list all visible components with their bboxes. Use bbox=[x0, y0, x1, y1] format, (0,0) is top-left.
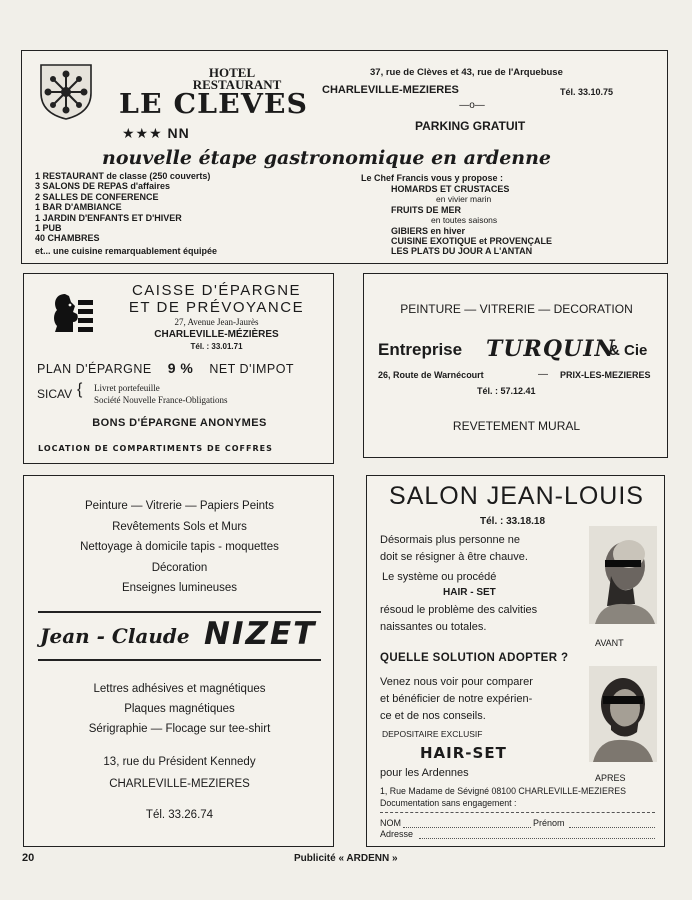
plan-rate: 9 % bbox=[167, 360, 194, 376]
caisse-title1: CAISSE D'ÉPARGNE bbox=[131, 282, 302, 299]
nizet-line: Enseignes lumineuses bbox=[121, 582, 238, 594]
nizet-name-script: Jean - Claude bbox=[40, 624, 190, 648]
restaurant-label: RESTAURANT bbox=[192, 77, 282, 92]
menu-line: FRUITS DE MER bbox=[391, 204, 462, 215]
salon-line: et bénéficier de notre expérien- bbox=[380, 693, 533, 705]
hotel-name: LE CLEVES bbox=[119, 89, 309, 120]
feature-line: 3 SALONS DE REPAS d'affaires bbox=[35, 181, 171, 192]
plan-epargne bbox=[37, 360, 294, 376]
coupon-nom-label: NOM bbox=[380, 818, 401, 828]
coupon-prenom-label: Prénom bbox=[533, 818, 565, 828]
menu-line: GIBIERS en hiver bbox=[391, 225, 466, 236]
nizet-address: 13, rue du Président Kennedy bbox=[103, 756, 256, 768]
salon-brand: HAIR-SET bbox=[420, 744, 507, 762]
menu-line: en vivier marin bbox=[436, 194, 492, 205]
caisse-tel: Tél. : 33.01.71 bbox=[190, 342, 243, 351]
after-photo bbox=[589, 666, 657, 762]
hotel-parking: PARKING GRATUIT bbox=[415, 119, 526, 133]
nizet-line: Revêtements Sols et Murs bbox=[112, 520, 247, 533]
menu-line: LES PLATS DU JOUR A L'ANTAN bbox=[391, 246, 533, 257]
turquin-entreprise: Entreprise bbox=[378, 340, 463, 359]
before-photo bbox=[589, 526, 657, 624]
hotel-tel: Tél. 33.10.75 bbox=[560, 87, 614, 97]
salon-apres: APRES bbox=[595, 773, 626, 783]
salon-p2 bbox=[380, 602, 537, 636]
caisse-city: CHARLEVILLE-MÉZIÈRES bbox=[154, 329, 279, 340]
sicav-item: Livret portefeuille bbox=[94, 383, 160, 393]
nizet-divider-top bbox=[38, 611, 321, 613]
sicav-item: Société Nouvelle France-Obligations bbox=[94, 395, 228, 405]
caisse-location: LOCATION DE COMPARTIMENTS DE COFFRES bbox=[38, 444, 273, 453]
nizet-divider-bottom bbox=[38, 659, 321, 661]
salon-ad bbox=[366, 475, 665, 847]
hotel-ad bbox=[21, 50, 668, 264]
page-number: 20 bbox=[22, 852, 35, 864]
nizet-city: CHARLEVILLE-MEZIERES bbox=[109, 778, 250, 790]
caisse-address: 27, Avenue Jean-Jaurès bbox=[174, 317, 259, 327]
salon-line: résoud le problème des calvities bbox=[380, 604, 538, 616]
footer-publicite: Publicité « ARDENN » bbox=[294, 853, 398, 864]
nizet-line: Lettres adhésives et magnétiques bbox=[93, 683, 266, 695]
nizet-name-bold: NIZET bbox=[204, 616, 317, 652]
caisse-title2: ET DE PRÉVOYANCE bbox=[128, 299, 305, 316]
turquin-services: PEINTURE — VITRERIE — DECORATION bbox=[400, 302, 633, 316]
turquin-suffix: & Cie bbox=[609, 342, 648, 359]
turquin-town: PRIX-LES-MEZIERES bbox=[560, 370, 651, 380]
hotel-features bbox=[35, 171, 217, 256]
menu-line: en toutes saisons bbox=[431, 215, 498, 226]
salon-title: SALON JEAN-LOUIS bbox=[389, 482, 644, 510]
salon-tel: Tél. : 33.18.18 bbox=[480, 516, 546, 527]
nizet-ad bbox=[23, 475, 334, 847]
caisse-epargne-ad bbox=[23, 273, 334, 464]
salon-line: Venez nous voir pour comparer bbox=[380, 676, 533, 688]
menu-line: CUISINE EXOTIQUE et PROVENÇALE bbox=[391, 236, 553, 247]
nizet-services-top bbox=[24, 496, 335, 599]
hotel-city: CHARLEVILLE-MEZIERES bbox=[322, 84, 459, 96]
feature-line: 1 BAR D'AMBIANCE bbox=[35, 202, 122, 213]
turquin-tel: Tél. : 57.12.41 bbox=[477, 386, 536, 396]
caisse-bons: BONS D'ÉPARGNE ANONYMES bbox=[92, 417, 267, 429]
salon-question: QUELLE SOLUTION ADOPTER ? bbox=[380, 652, 569, 664]
nizet-line: Décoration bbox=[151, 561, 208, 574]
salon-line: naissantes ou totales. bbox=[380, 621, 487, 633]
nizet-tel: Tél. 33.26.74 bbox=[145, 809, 214, 821]
hotel-label: HOTEL bbox=[208, 65, 256, 80]
coat-of-arms-icon bbox=[39, 63, 93, 126]
feature-line: 1 PUB bbox=[35, 223, 62, 234]
salon-p2-intro: Le système ou procédé bbox=[382, 571, 497, 583]
turquin-ad bbox=[363, 273, 668, 458]
coupon-adresse-label: Adresse bbox=[380, 829, 414, 839]
turquin-address: 26, Route de Warnécourt bbox=[378, 370, 484, 380]
salon-depositaire: DEPOSITAIRE EXCLUSIF bbox=[382, 729, 483, 739]
feature-line: et... une cuisine remarquablement équipée bbox=[35, 245, 218, 256]
salon-line: ce et de nos conseils. bbox=[380, 710, 486, 722]
salon-p3 bbox=[380, 674, 533, 725]
feature-line: 40 CHAMBRES bbox=[35, 233, 100, 244]
squirrel-logo-icon bbox=[51, 292, 95, 339]
sicav-brace: { bbox=[77, 381, 83, 398]
plan-label: PLAN D'ÉPARGNE bbox=[37, 362, 152, 376]
salon-address: 1, Rue Madame de Sévigné 08100 CHARLEVILLE-MEZIERES bbox=[380, 786, 626, 796]
salon-line: doit se résigner à être chauve. bbox=[380, 551, 528, 563]
coupon-prenom-field[interactable] bbox=[569, 827, 655, 828]
sicav-items bbox=[94, 382, 227, 406]
feature-line: 2 SALLES DE CONFERENCE bbox=[35, 191, 159, 202]
turquin-name: TURQUIN bbox=[486, 336, 616, 362]
salon-avant: AVANT bbox=[595, 638, 624, 648]
nizet-line: Peinture — Vitrerie — Papiers Peints bbox=[85, 500, 274, 512]
turquin-revetement: REVETEMENT MURAL bbox=[452, 419, 581, 433]
hotel-address: 37, rue de Clèves et 43, rue de l'Arquebuse bbox=[370, 67, 563, 78]
plan-net: NET D'IMPOT bbox=[209, 362, 295, 376]
nizet-line: Sérigraphie — Flocage sur tee-shirt bbox=[88, 723, 271, 735]
hotel-slogan: nouvelle étape gastronomique en ardenne bbox=[102, 147, 552, 169]
turquin-dash: — bbox=[538, 369, 548, 380]
nizet-line: Nettoyage à domicile tapis - moquettes bbox=[80, 541, 279, 553]
salon-ardennes: pour les Ardennes bbox=[380, 767, 469, 779]
nizet-line: Plaques magnétiques bbox=[124, 703, 235, 715]
hotel-menu bbox=[391, 184, 552, 257]
coupon-cut-line bbox=[380, 812, 655, 813]
coupon-nom-field[interactable] bbox=[403, 827, 531, 828]
sicav-label: SICAV bbox=[37, 387, 73, 401]
salon-documentation: Documentation sans engagement : bbox=[380, 798, 517, 808]
hotel-separator: —o— bbox=[459, 100, 485, 111]
feature-line: 1 RESTAURANT de classe (250 couverts) bbox=[35, 171, 211, 181]
feature-line: 1 JARDIN D'ENFANTS ET D'HIVER bbox=[35, 212, 182, 223]
menu-line: HOMARDS ET CRUSTACES bbox=[391, 184, 510, 194]
coupon-adresse-field[interactable] bbox=[419, 838, 655, 839]
salon-p1 bbox=[380, 532, 528, 566]
salon-line: Désormais plus personne ne bbox=[380, 534, 521, 546]
hotel-stars: ★★★ NN bbox=[122, 125, 190, 141]
salon-product: HAIR - SET bbox=[443, 587, 496, 598]
nizet-services-bottom bbox=[24, 679, 335, 739]
chef-intro: Le Chef Francis vous y propose : bbox=[361, 173, 504, 183]
